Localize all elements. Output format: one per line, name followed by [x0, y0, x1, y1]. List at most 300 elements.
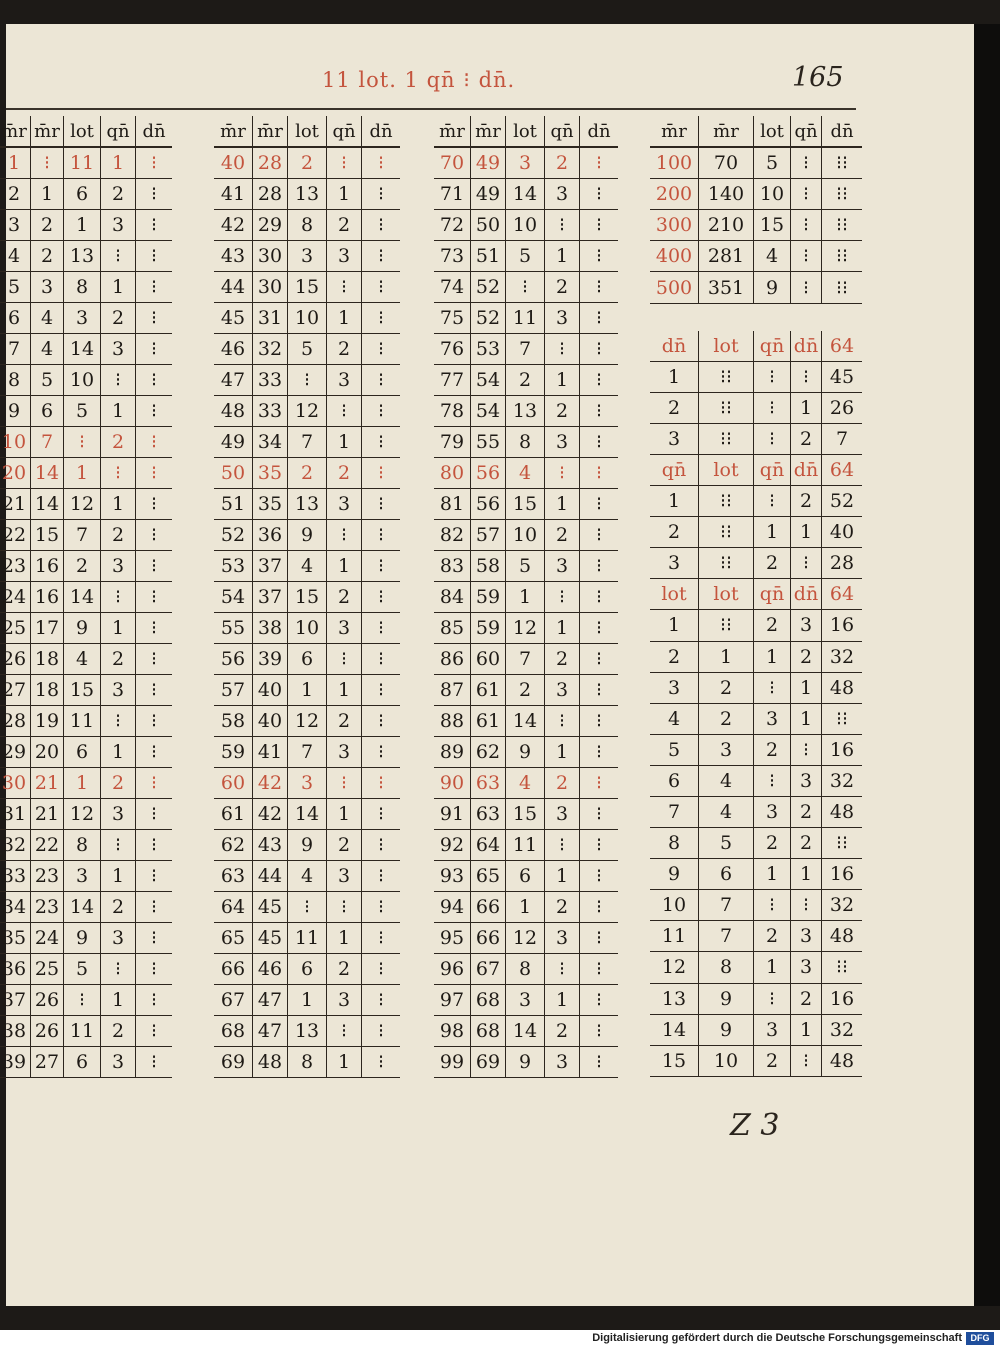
table-cell: 2: [545, 892, 580, 923]
table-cell: ⁝: [362, 830, 401, 861]
table-column-4: [650, 116, 862, 1077]
table-row: [214, 427, 400, 458]
table-cell: 54: [471, 396, 506, 427]
table-cell: 45: [253, 923, 288, 954]
table-cell: 59: [471, 582, 506, 613]
table-row: [214, 954, 400, 985]
table-cell: 2: [327, 334, 362, 365]
table-cell: ⁝: [101, 706, 136, 737]
table-cell: 1: [506, 892, 545, 923]
table-cell: ⁝: [791, 179, 822, 210]
table-cell: 12: [650, 952, 699, 983]
table-cell: 281: [699, 241, 754, 272]
table-cell: ⁝: [580, 613, 619, 644]
table-cell: 57: [214, 675, 253, 706]
table-cell: 3: [754, 796, 791, 827]
table-cell: ⁝: [136, 179, 173, 210]
table-cell: 2: [101, 1016, 136, 1047]
table-cell: 12: [64, 489, 101, 520]
table-cell: ⁝: [580, 303, 619, 334]
table-cell: 32: [0, 830, 31, 861]
table-row: [434, 551, 618, 582]
table-cell: 25: [0, 613, 31, 644]
table-cell: 1: [545, 985, 580, 1016]
table-cell: 39: [253, 644, 288, 675]
table-cell: 7: [699, 890, 754, 921]
table-cell: 13: [288, 1016, 327, 1047]
table-cell: 300: [650, 210, 699, 241]
table-cell: ⁝: [754, 361, 791, 392]
table-cell: 3: [791, 610, 822, 641]
table-row: [434, 706, 618, 737]
table-cell: 90: [434, 768, 471, 799]
table-cell: 15: [754, 210, 791, 241]
table-cell: 45: [253, 892, 288, 923]
table-row: [650, 423, 862, 454]
table-row: [434, 1047, 618, 1078]
table-cell: 61: [471, 675, 506, 706]
table-cell: 46: [253, 954, 288, 985]
table-row: [0, 210, 172, 241]
table-cell: 17: [31, 613, 64, 644]
table-cell: 24: [0, 582, 31, 613]
table-row: [0, 489, 172, 520]
table-cell: 1: [101, 861, 136, 892]
table-cell: ⁝: [580, 675, 619, 706]
table-cell: 3: [101, 210, 136, 241]
table-cell: 2: [791, 983, 822, 1014]
table-cell: ⁝: [545, 954, 580, 985]
table-cell: ⁝: [136, 799, 173, 830]
table-row: [214, 582, 400, 613]
table-cell: ⁝: [791, 734, 822, 765]
table-cell: ⁝⁝: [699, 610, 754, 641]
table-cell: 59: [471, 613, 506, 644]
table-cell: 94: [434, 892, 471, 923]
table-cell: 1: [101, 272, 136, 303]
table-cell: 9: [64, 613, 101, 644]
conversion-table: [0, 116, 172, 1078]
table-cell: ⁝: [101, 241, 136, 272]
table-cell: 35: [253, 458, 288, 489]
table-cell: 14: [506, 1016, 545, 1047]
table-cell: 14: [288, 799, 327, 830]
table-cell: 49: [471, 179, 506, 210]
running-heading: 11 lot. 1 qn̄ ⁝ dn̄.: [322, 68, 516, 92]
table-cell: 2: [754, 1045, 791, 1076]
column-header: m̄r: [650, 116, 699, 147]
table-cell: 64: [822, 454, 863, 485]
table-cell: 98: [434, 1016, 471, 1047]
table-cell: 1: [288, 675, 327, 706]
table-cell: 14: [31, 458, 64, 489]
table-cell: ⁝: [580, 272, 619, 303]
column-header: m̄r: [214, 116, 253, 147]
column-header: qn̄: [101, 116, 136, 147]
table-cell: 97: [434, 985, 471, 1016]
table-cell: 3: [545, 427, 580, 458]
table-cell: ⁝⁝: [822, 147, 863, 179]
table-cell: 48: [253, 1047, 288, 1078]
table-cell: 9: [506, 1047, 545, 1078]
table-cell: dn̄: [791, 579, 822, 610]
table-cell: 2: [791, 641, 822, 672]
table-cell: 10: [0, 427, 31, 458]
fraction-table: [650, 116, 862, 1077]
table-cell: 1: [699, 641, 754, 672]
table-cell: ⁝: [580, 582, 619, 613]
table-row: [650, 703, 862, 734]
table-cell: 81: [434, 489, 471, 520]
table-cell: ⁝: [362, 1016, 401, 1047]
table-cell: 3: [0, 210, 31, 241]
table-cell: 11: [64, 1016, 101, 1047]
table-cell: ⁝: [136, 675, 173, 706]
table-cell: ⁝⁝: [699, 517, 754, 548]
table-cell: 37: [253, 582, 288, 613]
table-cell: 6: [31, 396, 64, 427]
table-cell: 12: [288, 706, 327, 737]
table-cell: 15: [288, 582, 327, 613]
table-cell: 3: [327, 613, 362, 644]
table-cell: ⁝: [362, 923, 401, 954]
table-cell: lot: [699, 579, 754, 610]
table-cell: 67: [214, 985, 253, 1016]
table-cell: 7: [699, 921, 754, 952]
table-cell: 4: [506, 458, 545, 489]
table-cell: 58: [214, 706, 253, 737]
table-cell: 2: [754, 734, 791, 765]
table-cell: 64: [471, 830, 506, 861]
table-cell: 23: [0, 551, 31, 582]
table-cell: 6: [650, 765, 699, 796]
table-cell: 23: [31, 892, 64, 923]
table-cell: 38: [0, 1016, 31, 1047]
table-cell: ⁝: [362, 365, 401, 396]
table-cell: 4: [288, 861, 327, 892]
table-cell: 7: [64, 520, 101, 551]
table-cell: 1: [506, 582, 545, 613]
table-cell: 1: [101, 489, 136, 520]
table-cell: 54: [471, 365, 506, 396]
table-cell: 2: [101, 768, 136, 799]
table-cell: 96: [434, 954, 471, 985]
table-cell: 68: [471, 1016, 506, 1047]
table-cell: 99: [434, 1047, 471, 1078]
table-cell: ⁝: [327, 520, 362, 551]
table-cell: 9: [754, 272, 791, 303]
table-cell: 5: [699, 828, 754, 859]
column-header: dn̄: [822, 116, 863, 147]
table-cell: ⁝: [327, 1016, 362, 1047]
table-cell: ⁝: [362, 241, 401, 272]
conversion-table: [434, 116, 618, 1078]
table-cell: 3: [327, 489, 362, 520]
table-cell: 16: [822, 610, 863, 641]
table-cell: 64: [822, 579, 863, 610]
table-cell: lot: [650, 579, 699, 610]
table-cell: 2: [327, 210, 362, 241]
table-row: [0, 551, 172, 582]
table-row: [434, 520, 618, 551]
table-cell: 4: [699, 796, 754, 827]
table-header-row: [214, 116, 400, 147]
table-row: [0, 644, 172, 675]
subtable-header-row: [650, 454, 862, 485]
table-cell: 4: [288, 551, 327, 582]
table-cell: ⁝: [545, 706, 580, 737]
table-cell: 2: [791, 423, 822, 454]
column-header: dn̄: [362, 116, 401, 147]
table-cell: 1: [327, 923, 362, 954]
table-cell: 1: [64, 458, 101, 489]
table-cell: ⁝: [136, 1016, 173, 1047]
table-cell: 21: [31, 768, 64, 799]
table-row: [0, 799, 172, 830]
signature-mark: Z 3: [730, 1108, 780, 1143]
table-cell: 2: [791, 796, 822, 827]
column-header: lot: [288, 116, 327, 147]
table-cell: ⁝: [791, 272, 822, 303]
table-cell: ⁝: [136, 923, 173, 954]
table-cell: 10: [754, 179, 791, 210]
table-cell: 62: [471, 737, 506, 768]
table-cell: 1: [650, 610, 699, 641]
table-cell: qn̄: [754, 331, 791, 362]
table-cell: 31: [0, 799, 31, 830]
table-cell: 3: [101, 1047, 136, 1078]
table-cell: ⁝: [136, 861, 173, 892]
table-row: [0, 1016, 172, 1047]
table-cell: ⁝: [362, 551, 401, 582]
table-cell: ⁝: [362, 489, 401, 520]
table-spacer: [650, 303, 862, 331]
table-cell: ⁝: [136, 210, 173, 241]
funding-note: Digitalisierung gefördert durch die Deutsche Forschungsgemeinschaft: [592, 1332, 962, 1344]
table-cell: ⁝: [791, 890, 822, 921]
table-cell: ⁝: [362, 1047, 401, 1078]
table-cell: 1: [327, 179, 362, 210]
table-cell: ⁝: [136, 737, 173, 768]
table-cell: 11: [64, 706, 101, 737]
table-row: [0, 427, 172, 458]
table-cell: ⁝: [580, 830, 619, 861]
table-cell: ⁝: [362, 179, 401, 210]
table-cell: 2: [545, 1016, 580, 1047]
table-cell: 32: [822, 890, 863, 921]
table-cell: 2: [650, 517, 699, 548]
table-cell: 21: [0, 489, 31, 520]
table-cell: 6: [506, 861, 545, 892]
table-body: [434, 147, 618, 1078]
table-row: [0, 985, 172, 1016]
table-cell: 27: [31, 1047, 64, 1078]
table-body: [214, 147, 400, 1078]
table-cell: ⁝: [545, 210, 580, 241]
table-cell: ⁝: [580, 644, 619, 675]
table-cell: 48: [214, 396, 253, 427]
table-cell: 1: [545, 737, 580, 768]
table-cell: 15: [506, 489, 545, 520]
table-cell: 19: [31, 706, 64, 737]
table-cell: 1: [327, 799, 362, 830]
table-cell: 7: [822, 423, 863, 454]
table-cell: ⁝: [580, 396, 619, 427]
table-cell: 3: [327, 241, 362, 272]
table-row: [0, 613, 172, 644]
table-cell: 40: [253, 706, 288, 737]
table-row: [650, 952, 862, 983]
table-cell: 12: [288, 396, 327, 427]
table-cell: 3: [327, 737, 362, 768]
table-cell: 51: [214, 489, 253, 520]
table-cell: 3: [754, 703, 791, 734]
table-cell: 5: [506, 241, 545, 272]
column-header: dn̄: [580, 116, 619, 147]
table-cell: 52: [822, 486, 863, 517]
table-cell: ⁝⁝: [822, 179, 863, 210]
table-cell: 4: [0, 241, 31, 272]
table-cell: ⁝: [327, 768, 362, 799]
table-cell: 3: [288, 241, 327, 272]
table-cell: 3: [327, 861, 362, 892]
table-cell: ⁝: [580, 210, 619, 241]
table-row: [0, 861, 172, 892]
table-cell: 1: [101, 613, 136, 644]
table-cell: 14: [64, 892, 101, 923]
table-cell: 1: [0, 147, 31, 179]
table-cell: 16: [822, 983, 863, 1014]
table-cell: ⁝: [101, 954, 136, 985]
table-cell: 3: [650, 672, 699, 703]
table-cell: 6: [288, 644, 327, 675]
table-row: [214, 458, 400, 489]
table-cell: 8: [506, 427, 545, 458]
table-row: [214, 799, 400, 830]
table-cell: 26: [31, 1016, 64, 1047]
table-cell: 4: [64, 644, 101, 675]
table-cell: 37: [253, 551, 288, 582]
table-row: [434, 644, 618, 675]
table-cell: ⁝: [136, 489, 173, 520]
table-cell: 2: [754, 921, 791, 952]
table-cell: 66: [471, 923, 506, 954]
table-cell: 52: [471, 303, 506, 334]
table-row: [650, 796, 862, 827]
table-cell: 34: [253, 427, 288, 458]
table-row: [214, 520, 400, 551]
table-cell: ⁝: [754, 765, 791, 796]
table-cell: 48: [822, 796, 863, 827]
table-cell: 9: [64, 923, 101, 954]
table-cell: 42: [214, 210, 253, 241]
table-cell: 2: [101, 644, 136, 675]
column-header: qn̄: [327, 116, 362, 147]
table-cell: ⁝: [288, 892, 327, 923]
table-cell: 37: [0, 985, 31, 1016]
table-row: [214, 892, 400, 923]
table-cell: 3: [101, 551, 136, 582]
table-column-1: [0, 116, 172, 1078]
table-cell: 55: [214, 613, 253, 644]
table-cell: ⁝: [545, 334, 580, 365]
table-cell: 43: [214, 241, 253, 272]
table-cell: ⁝: [136, 1047, 173, 1078]
table-cell: ⁝: [791, 548, 822, 579]
table-cell: ⁝: [580, 458, 619, 489]
table-cell: ⁝: [362, 427, 401, 458]
table-cell: 53: [471, 334, 506, 365]
table-cell: 2: [101, 303, 136, 334]
table-cell: 76: [434, 334, 471, 365]
table-cell: 22: [0, 520, 31, 551]
table-cell: 1: [791, 1014, 822, 1045]
table-row: [0, 706, 172, 737]
column-header: lot: [754, 116, 791, 147]
table-row: [434, 613, 618, 644]
table-cell: 85: [434, 613, 471, 644]
table-cell: 38: [253, 613, 288, 644]
table-cell: 8: [64, 830, 101, 861]
table-row: [650, 610, 862, 641]
table-cell: 14: [506, 706, 545, 737]
table-cell: 1: [327, 1047, 362, 1078]
table-cell: ⁝: [362, 396, 401, 427]
table-cell: ⁝: [580, 799, 619, 830]
table-cell: 2: [101, 892, 136, 923]
heading-rule: [6, 108, 856, 110]
table-row: [434, 675, 618, 706]
table-cell: 10: [650, 890, 699, 921]
table-cell: 88: [434, 706, 471, 737]
table-row: [434, 861, 618, 892]
table-cell: ⁝: [136, 830, 173, 861]
table-cell: 69: [214, 1047, 253, 1078]
table-cell: 40: [214, 147, 253, 179]
table-cell: 36: [253, 520, 288, 551]
table-cell: 2: [699, 672, 754, 703]
dfg-logo-icon: DFG: [966, 1332, 994, 1345]
table-cell: 8: [288, 1047, 327, 1078]
table-cell: 2: [699, 703, 754, 734]
table-cell: ⁝: [101, 365, 136, 396]
table-cell: 56: [471, 458, 506, 489]
table-row: [434, 830, 618, 861]
table-cell: ⁝: [327, 147, 362, 179]
table-cell: 1: [327, 427, 362, 458]
table-cell: 1: [754, 952, 791, 983]
table-row: [0, 768, 172, 799]
book-page: [1, 24, 974, 1306]
table-cell: ⁝: [580, 179, 619, 210]
table-cell: ⁝: [545, 582, 580, 613]
table-cell: ⁝: [327, 396, 362, 427]
table-cell: 84: [434, 582, 471, 613]
table-cell: 40: [253, 675, 288, 706]
table-row: [214, 210, 400, 241]
table-cell: ⁝: [136, 458, 173, 489]
table-cell: ⁝: [362, 799, 401, 830]
table-cell: ⁝⁝: [822, 703, 863, 734]
table-row: [650, 1045, 862, 1076]
table-cell: 5: [64, 396, 101, 427]
table-cell: 68: [214, 1016, 253, 1047]
table-cell: 51: [471, 241, 506, 272]
table-cell: 16: [822, 859, 863, 890]
table-cell: 47: [253, 985, 288, 1016]
table-cell: 3: [545, 179, 580, 210]
table-cell: 1: [545, 613, 580, 644]
